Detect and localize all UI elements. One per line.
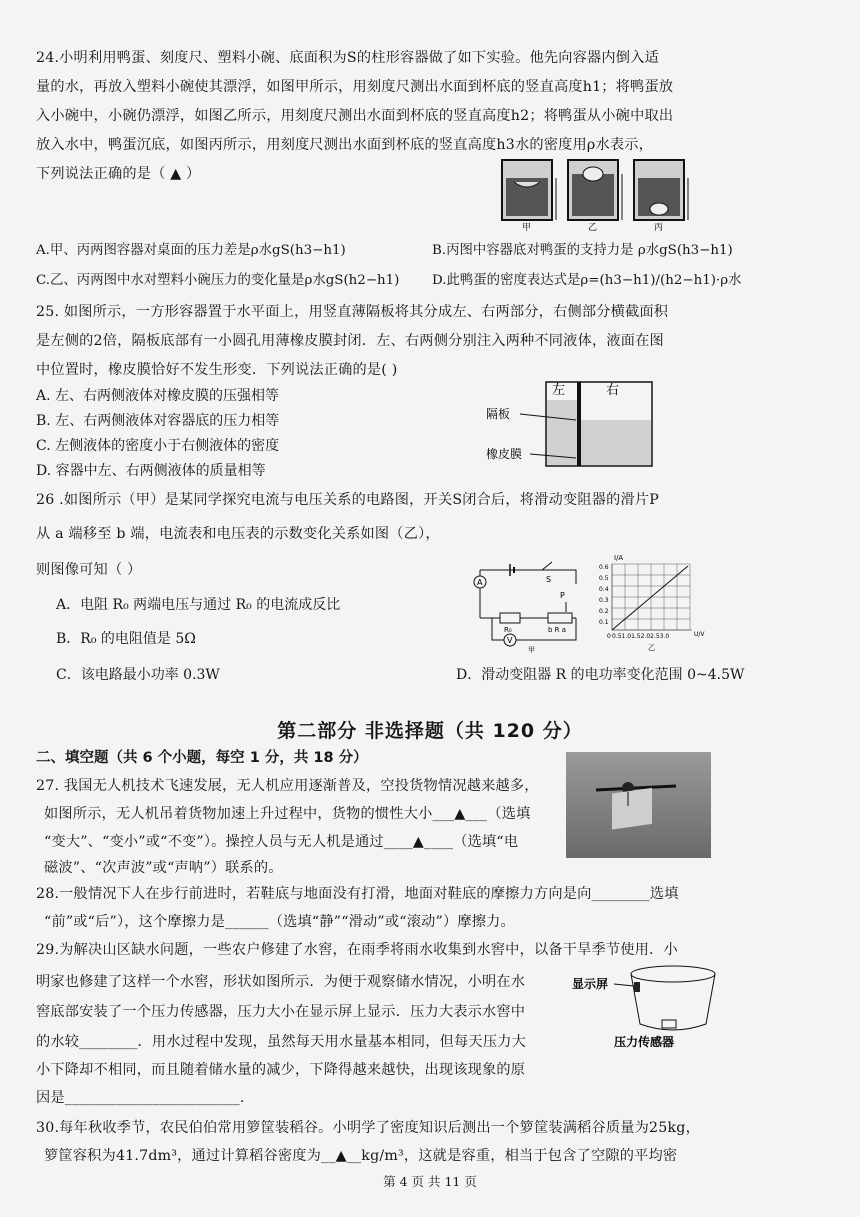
circuit-caption: 甲 bbox=[528, 646, 535, 654]
q29-line-1: 29.为解决山区缺水问题，一些农户修建了水窖，在雨季将雨水收集到水窖中，以备干旱季节使用．小 bbox=[36, 942, 678, 958]
xticks: 0.51.01.52.02.53.0 bbox=[612, 633, 670, 640]
q30-line-2: 箩筐容积为41.7dm³，通过计算稻谷密度为__▲__kg/m³，这就是容重，相当于包含了空隙的平均密 bbox=[44, 1148, 678, 1164]
q25-container-figure bbox=[480, 378, 670, 470]
ytick-1: 0.5 bbox=[599, 575, 609, 582]
fig-label-yi: 乙 bbox=[588, 223, 598, 232]
slider-label: P bbox=[560, 591, 565, 600]
q24-line-1: 24.小明利用鸭蛋、刻度尺、塑料小碗、底面积为S的柱形容器做了如下实验。他先向容器内倒入适 bbox=[36, 50, 659, 66]
r0-label: R₀ bbox=[504, 626, 512, 634]
q25-option-c: C. 左侧液体的密度小于右侧液体的密度 bbox=[36, 438, 280, 454]
q25-line-3: 中位置时，橡皮膜恰好不发生形变．下列说法正确的是( ) bbox=[36, 362, 398, 378]
ammeter-label: A bbox=[477, 578, 483, 587]
q25-line-1: 25. 如图所示，一方形容器置于水平面上，用竖直薄隔板将其分成左、右两部分，右侧部分横截面积 bbox=[36, 304, 669, 320]
beaker-bing bbox=[634, 160, 688, 220]
q29-line-3: 窖底部安装了一个压力传感器，压力大小在显示屏上显示．压力大表示水窖中 bbox=[36, 1004, 526, 1020]
q24-line-5: 下列说法正确的是（ ▲ ） bbox=[36, 166, 201, 182]
q26-line-3: 则图像可知（ ） bbox=[36, 562, 142, 578]
q26-option-a: A．电阻 R₀ 两端电压与通过 R₀ 的电流成反比 bbox=[56, 597, 341, 613]
graph-origin: 0 bbox=[607, 633, 611, 640]
q26-line-2: 从 a 端移至 b 端，电流表和电压表的示数变化关系如图（乙）， bbox=[36, 526, 440, 542]
sensor-label: 压力传感器 bbox=[614, 1035, 675, 1049]
q26-option-b: B．R₀ 的电阻值是 5Ω bbox=[56, 631, 196, 647]
label-membrane: 橡皮膜 bbox=[486, 447, 523, 461]
q27-line-2: 如图所示，无人机吊着货物加速上升过程中，货物的惯性大小___▲___（选填 bbox=[44, 806, 531, 822]
q25-option-a: A. 左、右两侧液体对橡皮膜的压强相等 bbox=[36, 388, 280, 404]
fig-label-jia: 甲 bbox=[522, 223, 532, 232]
q29-cistern-figure bbox=[570, 962, 728, 1050]
ytick-2: 0.4 bbox=[599, 586, 609, 593]
graph-xlabel: U/V bbox=[694, 631, 705, 638]
q24-line-3: 入小碗中，小碗仍漂浮，如图乙所示，用刻度尺测出水面到杯底的竖直高度h2；将鸭蛋从小碗中取出 bbox=[36, 108, 674, 124]
q26-option-c: C．该电路最小功率 0.3W bbox=[56, 667, 220, 683]
part2-subtitle: 二、填空题（共 6 个小题，每空 1 分，共 18 分） bbox=[36, 750, 368, 766]
q27-line-1: 27. 我国无人机技术飞速发展，无人机应用逐渐普及，空投货物情况越来越多， bbox=[36, 778, 539, 794]
q26-graph-figure bbox=[598, 548, 710, 656]
switch-label: S bbox=[546, 575, 552, 584]
q24-line-4: 放入水中，鸭蛋沉底，如图丙所示，用刻度尺测出水面到杯底的竖直高度h3水的密度用ρ水表示， bbox=[36, 137, 653, 153]
q29-line-2: 明家也修建了这样一个水窖，形状如图所示．为便于观察储水情况，小明在水 bbox=[36, 974, 526, 990]
q24-option-b: B.丙图中容器底对鸭蛋的支持力是 ρ水gS(h3−h1) bbox=[432, 243, 733, 258]
graph-caption: 乙 bbox=[648, 644, 655, 652]
q27-line-3: “变大”、“变小”或“不变”）。操控人员与无人机是通过____▲____（选填“电 bbox=[44, 834, 519, 850]
q24-option-c: C.乙、丙两图中水对塑料小碗压力的变化量是ρ水gS(h2−h1) bbox=[36, 273, 400, 288]
voltmeter-label: V bbox=[507, 636, 513, 645]
q25-option-d: D. 容器中左、右两侧液体的质量相等 bbox=[36, 463, 266, 479]
screen-label: 显示屏 bbox=[572, 977, 609, 991]
rheostat-label: b R a bbox=[548, 626, 567, 634]
drone-photo bbox=[566, 752, 711, 858]
page-footer: 第 4 页 共 11 页 bbox=[383, 1174, 477, 1189]
ytick-3: 0.3 bbox=[599, 597, 609, 604]
q26-circuit-figure bbox=[466, 558, 596, 654]
q25-option-b: B. 左、右两侧液体对容器底的压力相等 bbox=[36, 413, 280, 429]
label-left: 左 bbox=[552, 383, 566, 398]
label-right: 右 bbox=[606, 383, 620, 398]
q29-line-4: 的水较________．用水过程中发现，虽然每天用水量基本相同，但每天压力大 bbox=[36, 1034, 526, 1050]
q29-line-5: 小下降却不相同，而且随着储水量的减少，下降得越来越快，出现该现象的原 bbox=[36, 1062, 526, 1078]
q29-line-6: 因是________________________. bbox=[36, 1090, 245, 1106]
graph-ylabel: I/A bbox=[614, 554, 624, 562]
q28-line-2: “前”或“后”），这个摩擦力是______（选填“静”“滑动”或“滚动”）摩擦力。 bbox=[44, 914, 515, 930]
beaker-jia bbox=[502, 160, 556, 220]
part2-title: 第二部分 非选择题（共 120 分） bbox=[277, 720, 583, 742]
ytick-5: 0.1 bbox=[599, 619, 609, 626]
q24-beaker-figure bbox=[496, 152, 696, 232]
q28-line-1: 28.一般情况下人在步行前进时，若鞋底与地面没有打滑，地面对鞋底的摩擦力方向是向________选填 bbox=[36, 886, 679, 902]
label-board: 隔板 bbox=[486, 407, 511, 421]
beaker-yi bbox=[568, 160, 622, 220]
q30-line-1: 30.每年秋收季节，农民伯伯常用箩筐装稻谷。小明学了密度知识后测出一个箩筐装满稻谷质量为25kg， bbox=[36, 1120, 700, 1136]
q25-line-2: 是左侧的2倍，隔板底部有一小圆孔用薄橡皮膜封闭．左、右两侧分别注入两种不同液体，液面在图 bbox=[36, 333, 664, 349]
q26-line-1: 26 .如图所示（甲）是某同学探究电流与电压关系的电路图，开关S闭合后，将滑动变阻器的滑片P bbox=[36, 492, 660, 508]
fig-label-bing: 丙 bbox=[654, 223, 664, 232]
q24-option-a: A.甲、丙两图容器对桌面的压力差是ρ水gS(h3−h1) bbox=[36, 243, 346, 258]
q24-line-2: 量的水，再放入塑料小碗使其漂浮，如图甲所示，用刻度尺测出水面到杯底的竖直高度h1；将鸭蛋放 bbox=[36, 79, 674, 95]
ytick-4: 0.2 bbox=[599, 608, 609, 615]
q24-option-d: D.此鸭蛋的密度表达式是ρ=(h3−h1)/(h2−h1)·ρ水 bbox=[432, 273, 742, 288]
ytick-0: 0.6 bbox=[599, 564, 609, 571]
q27-line-4: 磁波”、“次声波”或“声呐”）联系的。 bbox=[44, 860, 283, 876]
q26-option-d: D．滑动变阻器 R 的电功率变化范围 0~4.5W bbox=[456, 667, 745, 683]
drone-icon bbox=[566, 752, 711, 858]
